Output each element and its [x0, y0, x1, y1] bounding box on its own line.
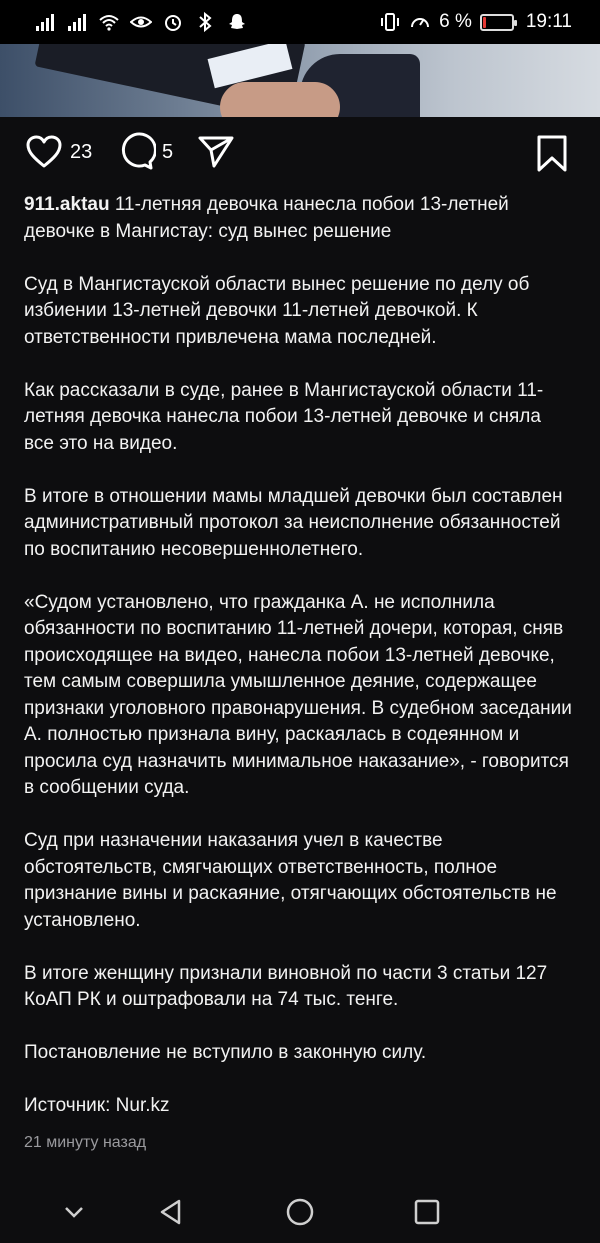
caption-paragraph: Суд при назначении наказания учел в качестве обстоятельств, смягчающих ответственность, полное признание вины и раскаяние, отягчающих обстоятельств не установлено.: [24, 830, 557, 931]
nav-back-button[interactable]: [155, 1196, 187, 1228]
chevron-down-icon: [62, 1200, 86, 1224]
comment-button[interactable]: [116, 132, 173, 172]
battery-percent: 6 %: [439, 11, 472, 32]
status-left-icons: [34, 11, 248, 33]
snapchat-icon: [226, 11, 248, 33]
caption-paragraph: Как рассказали в суде, ранее в Мангистауской области 11-летняя девочка нанесла побои 13-летней девочке и сняла все это на видео.: [24, 379, 544, 454]
headline-text: 11-летняя девочка нанесла побои 13-летней девочке в Мангистау: суд вынес решение: [24, 194, 509, 242]
like-button[interactable]: [24, 132, 92, 172]
status-bar: [0, 0, 600, 44]
caption-headline: [24, 192, 576, 245]
post-actions: [24, 132, 576, 180]
bookmark-icon: [534, 134, 570, 174]
battery-icon: [480, 14, 514, 31]
bluetooth-icon: [194, 11, 216, 33]
post-image[interactable]: [0, 44, 600, 117]
nav-recents-button[interactable]: [411, 1196, 443, 1228]
nav-collapse-button[interactable]: [58, 1196, 90, 1228]
caption-paragraph: В итоге женщину признали виновной по части 3 статьи 127 КоАП РК и оштрафовали на 74 тыс. тенге.: [24, 962, 548, 1010]
vibrate-icon: [379, 11, 401, 33]
status-right: [379, 11, 572, 33]
caption-paragraph: «Судом установлено, что гражданка А. не исполнила обязанности по воспитанию 11-летней дочери, которая, сняв происходящее на видео, нанесла побои 13-летней девочке, тем самым совершила умышленное деяние, содержащее признаки уголовного правонарушения. В судебном заседании А. полностью признала вину, раскаялась в содеянном и просила суд назначить минимальное наказание», - говорится в сообщении суда.: [24, 591, 572, 798]
caption-source: Источник: Nur.kz: [24, 1095, 170, 1116]
battery-level: [483, 17, 486, 28]
caption-paragraph: Постановление не вступило в законную силу.: [24, 1042, 427, 1063]
comment-count: 5: [162, 140, 174, 163]
post-timestamp: 21 минуту назад: [24, 1134, 147, 1151]
heart-icon: [24, 132, 64, 172]
recents-square-icon: [413, 1198, 441, 1226]
post-caption: [24, 192, 576, 1120]
back-triangle-icon: [157, 1198, 185, 1226]
eye-icon: [130, 11, 152, 33]
share-button[interactable]: [196, 132, 236, 172]
caption-paragraph: В итоге в отношении мамы младшей девочки был составлен административный протокол за неисполнение обязанностей по воспитанию несовершеннолетнего.: [24, 485, 563, 560]
alarm-icon: [162, 11, 184, 33]
signal-icon: [66, 11, 88, 33]
speed-icon: [409, 11, 431, 33]
paper-plane-icon: [196, 132, 236, 172]
comment-icon: [116, 132, 156, 172]
caption-paragraph: Суд в Мангистауской области вынес решение по делу об избиении 13-летней девочки 11-летней девочкой. К ответственности привлечена мама последней.: [24, 273, 530, 348]
hand-graphic: [220, 82, 340, 117]
home-circle-icon: [285, 1197, 315, 1227]
signal-icon: [34, 11, 56, 33]
clock: 19:11: [525, 11, 572, 32]
system-nav-bar: [0, 1180, 600, 1243]
wifi-icon: [98, 11, 120, 33]
like-count: 23: [70, 140, 93, 163]
username-link[interactable]: 911.aktau: [24, 194, 110, 215]
save-button[interactable]: [534, 134, 570, 179]
nav-home-button[interactable]: [284, 1196, 316, 1228]
